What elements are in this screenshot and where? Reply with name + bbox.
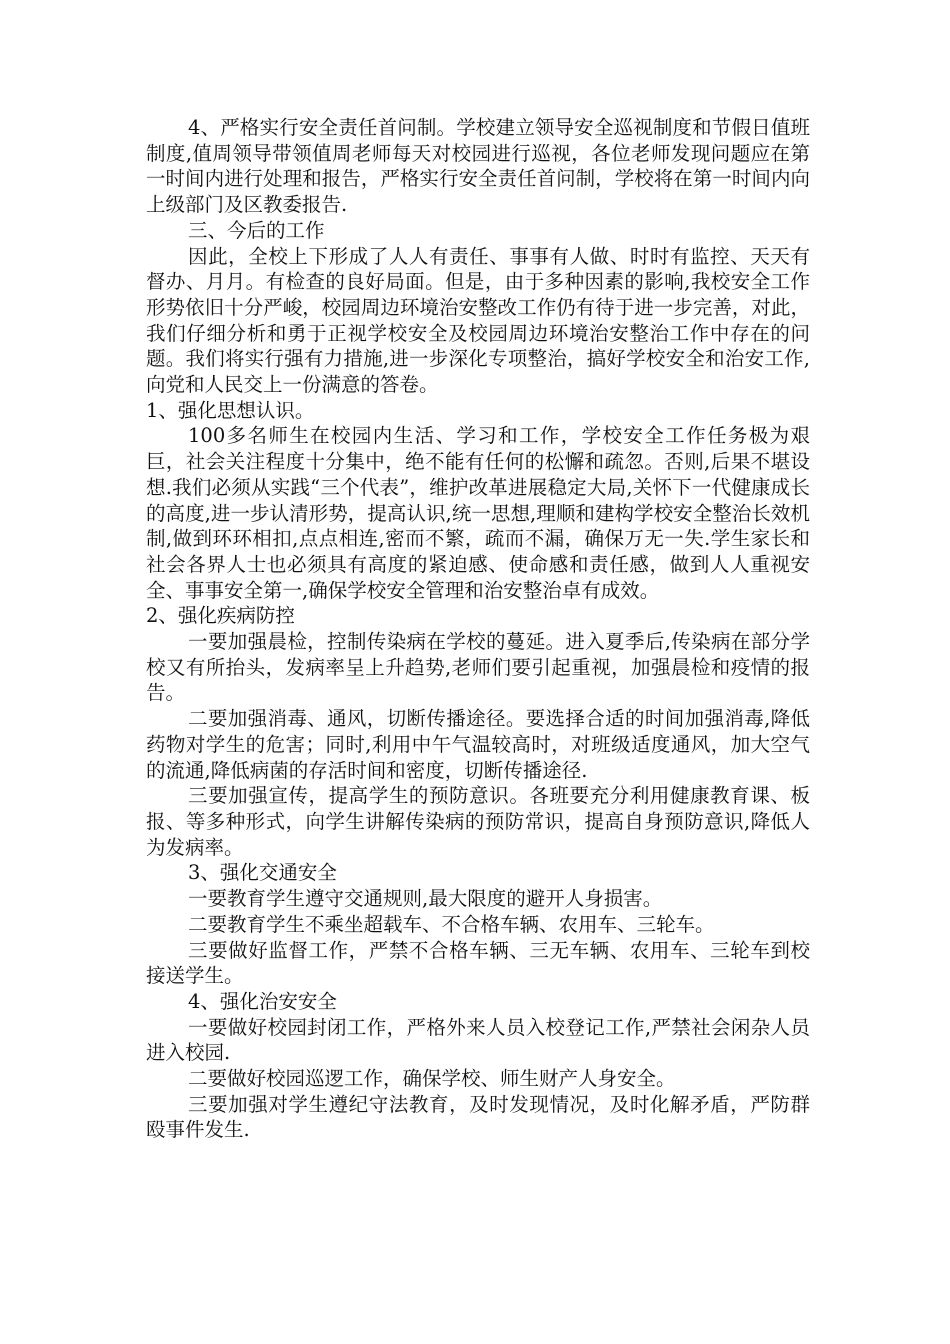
paragraph-security-campus-closure: 一要做好校园封闭工作，严格外来人员入校登记工作,严禁社会闲杂人员进入校园.	[146, 1015, 810, 1065]
heading-traffic-safety: 3、强化交通安全	[188, 861, 337, 885]
paragraph-traffic-supervision: 三要做好监督工作，严禁不合格车辆、三无车辆、农用车、三轮车到校接送学生。	[146, 938, 810, 988]
paragraph-security-law-education: 三要加强对学生遵纪守法教育，及时发现情况，及时化解矛盾，严防群殴事件发生.	[146, 1092, 810, 1142]
paragraph-traffic-rules: 一要教育学生遵守交通规则,最大限度的避开人身损害。	[188, 887, 663, 911]
paragraph-security-patrol: 二要做好校园巡逻工作，确保学校、师生财产人身安全。	[188, 1067, 676, 1091]
heading-public-security: 4、强化治安安全	[188, 989, 337, 1013]
heading-disease-control: 2、强化疾病防控	[146, 604, 295, 628]
paragraph-future-work-intro: 因此，全校上下形成了人人有责任、事事有人做、时时有监控、天天有督办、月月。有检查的良好局面。但是，由于多种因素的影响,我校安全工作形势依旧十分严峻，校园周边环境治安整改工作仍有待于进一步完善，对此，我们仔细分析和勇于正视学校安全及校园周边环境治安整治工作中存在的问题。我们将实行强有力措施,进一步深化专项整治，搞好学校安全和治安工作,向党和人民交上一份满意的答卷。	[146, 244, 810, 397]
paragraph-disease-disinfection: 二要加强消毒、通风，切断传播途径。要选择合适的时间加强消毒,降低药物对学生的危害；同时,利用中午气温较高时，对班级适度通风，加大空气的流通,降低病菌的存活时间和密度，切断传播途径.	[146, 707, 810, 782]
paragraph-disease-morning-check: 一要加强晨检，控制传染病在学校的蔓延。进入夏季后,传染病在部分学校又有所抬头，发病率呈上升趋势,老师们要引起重视，加强晨检和疫情的报告。	[146, 630, 810, 705]
heading-strengthen-awareness: 1、强化思想认识。	[146, 398, 315, 422]
paragraph-safety-responsibility: 4、严格实行安全责任首问制。学校建立领导安全巡视制度和节假日值班制度,值周领导带领值周老师每天对校园进行巡视，各位老师发现问题应在第一时间内进行处理和报告，严格实行安全责任首问制，学校将在第一时间内向上级部门及区教委报告.	[146, 116, 810, 217]
document-body	[146, 115, 810, 1143]
paragraph-strengthen-awareness: 100多名师生在校园内生活、学习和工作，学校安全工作任务极为艰巨，社会关注程度十分集中，绝不能有任何的松懈和疏忽。否则,后果不堪设想.我们必须从实践“三个代表”，维护改革进展稳定大局,关怀下一代健康成长的高度,进一步认清形势，提高认识,统一思想,理顺和建构学校安全整治长效机制,做到环环相扣,点点相连,密而不繁，疏而不漏，确保万无一失.学生家长和社会各界人士也必须具有高度的紧迫感、使命感和责任感，做到人人重视安全、事事安全第一,确保学校安全管理和治安整治卓有成效。	[146, 424, 810, 602]
paragraph-traffic-vehicles: 二要教育学生不乘坐超载车、不合格车辆、农用车、三轮车。	[188, 912, 715, 936]
paragraph-disease-publicity: 三要加强宣传，提高学生的预防意识。各班要充分利用健康教育课、板报、等多种形式，向学生讲解传染病的预防常识，提高自身预防意识,降低人为发病率。	[146, 784, 810, 859]
heading-future-work: 三、今后的工作	[188, 218, 325, 242]
